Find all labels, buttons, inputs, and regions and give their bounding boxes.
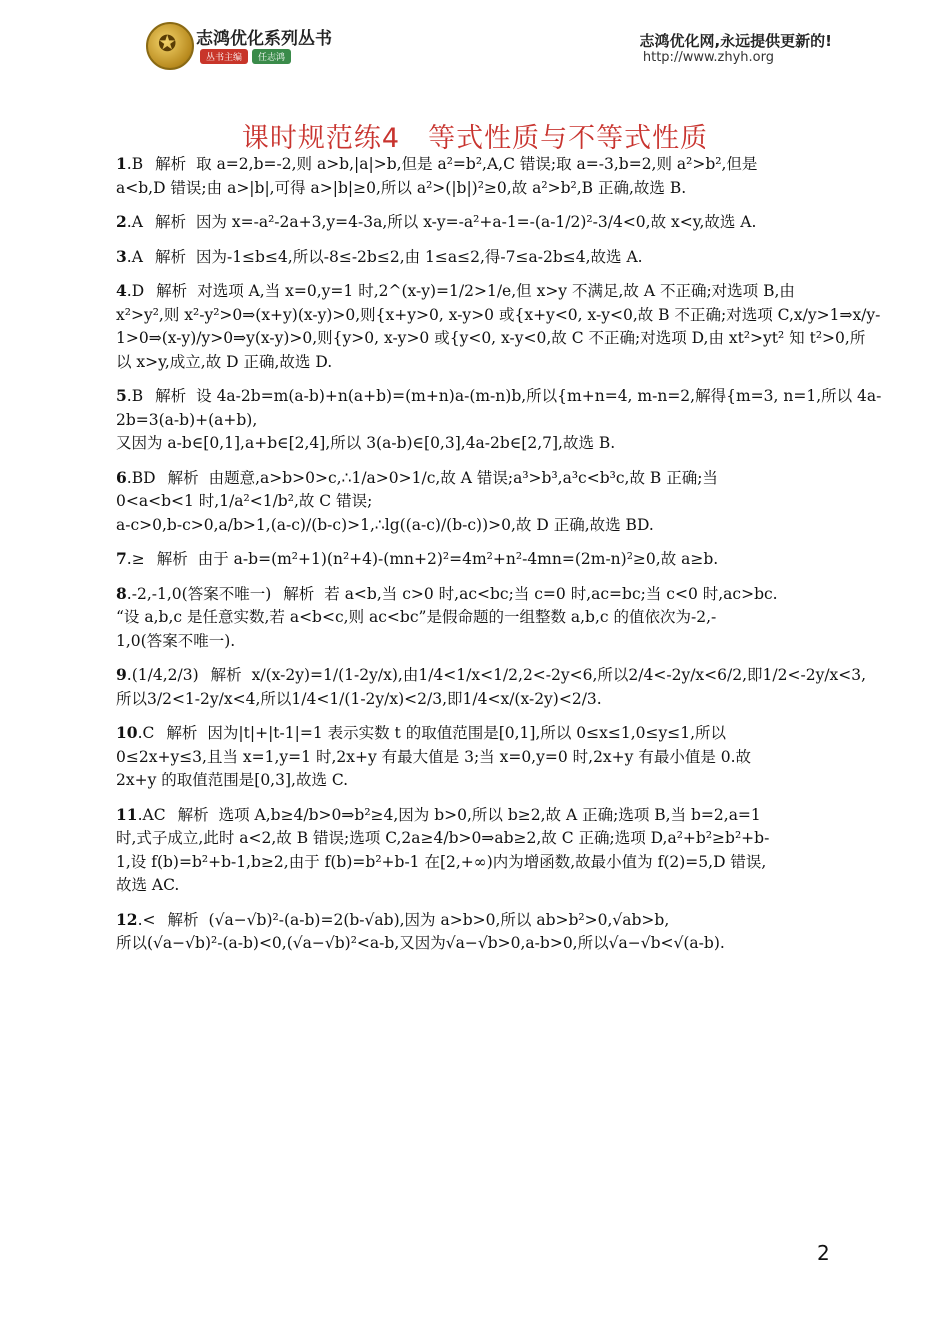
analysis-text: 以 x>y,成立,故 D 正确,故选 D. [116,352,333,371]
answer-line [116,279,836,304]
analysis-text: 1>0⇒(x-y)/y>0⇒y(x-y)>0,则{y>0, x-y>0 或{y<0, x-y<0,故 C 不正确;对选项 D,由 xt²>yt² 知 t²>0,所 [116,329,866,347]
number-dot: . [137,910,143,929]
analysis-text: a<b,D 错误;由 a>|b|,可得 a>|b|≥0,所以 a²>(|b|)²≥0,故 a²>b²,B 正确,故选 B. [116,178,687,197]
answer-line [116,851,836,875]
number-dot: . [126,666,132,684]
page-header [0,0,950,80]
number-dot: . [126,213,132,231]
question-number: 4 [116,281,127,300]
answer-line [116,210,836,235]
answer-line [116,874,836,898]
analysis-text: 又因为 a-b∈[0,1],a+b∈[2,4],所以 3(a-b)∈[0,3],4a-2b∈[2,7],故选 B. [116,434,616,452]
answer-line [116,547,836,572]
answer-line [116,304,881,328]
analysis-label: 解析 [155,387,187,405]
answer-choice: A [131,213,143,231]
answer-line [116,409,836,433]
answer-choice: B [131,387,144,405]
analysis-text: 故选 AC. [116,876,180,894]
analysis-text: 由题意,a>b>0>c,∴1/a>0>1/c,故 A 错误;a³>b³,a³c<b³c,故 B 正确;当 [208,468,718,487]
answer-line [116,630,836,654]
analysis-text: 2x+y 的取值范围是[0,3],故选 C. [116,771,349,789]
number-dot: . [137,805,143,824]
question-number: 8 [116,583,127,603]
question-number: 12 [116,909,138,929]
answer-line [116,663,867,688]
analysis-text: 所以3/2<1-2y/x<4,所以1/4<1/(1-2y/x)<2/3,即1/4<x/(x-2y)<2/3. [116,689,602,708]
question-number: 5 [116,386,127,405]
answer-item [116,210,836,235]
answer-item [116,466,836,538]
analysis-text: x²>y²,则 x²-y²>0⇒(x+y)(x-y)>0,则{x+y>0, x-y>0 或{x+y<0, x-y<0,故 B 不正确;对选项 C,x/y>1⇒x/y- [116,305,881,324]
answer-line [116,908,836,933]
analysis-label: 解析 [155,155,187,173]
answer-item [116,547,836,572]
analysis-label: 解析 [210,666,242,684]
answer-line [116,932,836,956]
answer-line [116,177,836,201]
answer-line [116,803,836,828]
answer-line [116,466,836,491]
answer-item [116,582,836,654]
answer-choice: AC [142,805,166,824]
answer-line [116,827,836,851]
analysis-text: 对选项 A,当 x=0,y=1 时,2^(x-y)=1/2>1/e,但 x>y 不满足,故 A 不正确;对选项 B,由 [197,282,795,300]
number-dot: . [126,282,132,300]
analysis-text: 设 4a-2b=m(a-b)+n(a+b)=(m+n)a-(m-n)b,所以{m+n=4, m-n=2,解得{m=3, n=1,所以 4a- [196,387,882,405]
page-number: 2 [817,1241,830,1265]
brand-tags [200,49,291,64]
brand-title: 志鸿优化系列丛书 [196,29,332,49]
analysis-text: (√a−√b)²-(a-b)=2(b-√ab),因为 a>b>0,所以 ab>b²>0,√ab>b, [208,910,670,929]
answer-item [116,245,836,270]
analysis-text: 取 a=2,b=-2,则 a>b,|a|>b,但是 a²=b²,A,C 错误;取 a=-3,b=2,则 a²>b²,但是 [196,155,758,173]
analysis-label: 解析 [167,468,199,487]
number-dot: . [126,387,132,405]
analysis-text: 由于 a-b=(m²+1)(n²+4)-(mn+2)²=4m²+n²-4mn=(2m-n)²≥0,故 a≥b. [197,550,719,568]
brand-tag-editor: 丛书主编 [200,49,248,64]
analysis-label: 解析 [167,910,199,929]
answer-item [116,803,836,898]
answer-item [116,384,882,456]
answer-line [116,152,836,177]
analysis-text: x/(x-2y)=1/(1-2y/x),由1/4<1/x<1/2,2<-2y<6,所以2/4<-2y/x<6/2,即1/2<-2y/x<3, [251,666,867,684]
question-number: 11 [116,804,138,824]
question-number: 9 [116,665,127,684]
answer-list [116,152,882,966]
analysis-text: 选项 A,b≥4/b>0⇒b²≥4,因为 b>0,所以 b≥2,故 A 正确;选项 B,当 b=2,a=1 [218,805,761,824]
analysis-label: 解析 [156,550,188,568]
answer-choice: BD [131,468,156,487]
number-dot: . [137,724,143,742]
answer-line [116,721,836,746]
answer-item [116,663,867,711]
answer-choice: C [142,724,155,742]
site-url[interactable]: http://www.zhyh.org [642,50,774,65]
answer-choice: ≥ [131,550,145,568]
question-number: 6 [116,467,127,487]
answer-item [116,908,836,956]
analysis-text: 因为|t|+|t-1|=1 表示实数 t 的取值范围是[0,1],所以 0≤x≤1,0≤y≤1,所以 [207,724,727,742]
answer-choice: B [131,155,144,173]
analysis-label: 解析 [154,247,186,266]
number-dot: . [126,468,132,487]
answer-choice: D [131,282,145,300]
answer-line [116,432,836,456]
analysis-text: 2b=3(a-b)+(a+b), [116,410,258,429]
analysis-text: 因为 x=-a²-2a+3,y=4-3a,所以 x-y=-a²+a-1=-(a-1/2)²-3/4<0,故 x<y,故选 A. [195,213,757,231]
analysis-label: 解析 [166,724,198,742]
analysis-text: 1,设 f(b)=b²+b-1,b≥2,由于 f(b)=b²+b-1 在[2,+∞)内为增函数,故最小值为 f(2)=5,D 错误, [116,852,767,871]
answer-line [116,688,836,712]
question-number: 1 [116,154,127,173]
answer-line [116,582,836,607]
answer-line [116,245,836,270]
analysis-text: 0<a<b<1 时,1/a²<1/b²,故 C 错误; [116,492,373,510]
analysis-text: “设 a,b,c 是任意实数,若 a<b<c,则 ac<bc”是假命题的一组整数 a,b,c 的值依次为-2,- [116,608,717,626]
answer-line [116,384,882,409]
analysis-label: 解析 [156,282,188,300]
answer-line [116,514,836,538]
answer-choice: -2,-1,0(答案不唯一) [131,584,272,603]
answer-item [116,721,836,793]
analysis-text: 若 a<b,当 c>0 时,ac<bc;当 c=0 时,ac=bc;当 c<0 时,ac>bc. [324,584,778,603]
analysis-text: 因为-1≤b≤4,所以-8≤-2b≤2,由 1≤a≤2,得-7≤a-2b≤4,故选 A. [195,247,643,266]
number-dot: . [126,584,132,603]
number-dot: . [126,247,132,266]
question-number: 2 [116,212,127,231]
site-slogan: 志鸿优化网,永远提供更新的! [639,32,832,50]
laurel-seal-icon: ✪ [146,22,194,70]
analysis-text: a-c>0,b-c>0,a/b>1,(a-c)/(b-c)>1,∴lg((a-c)/(b-c))>0,故 D 正确,故选 BD. [116,515,654,534]
answer-line [116,606,836,630]
answer-choice: A [131,247,143,266]
question-number: 7 [116,549,127,568]
analysis-text: 时,式子成立,此时 a<2,故 B 错误;选项 C,2a≥4/b>0⇒ab≥2,故 C 正确;选项 D,a²+b²≥b²+b- [116,829,770,847]
analysis-label: 解析 [177,805,209,824]
analysis-text: 0≤2x+y≤3,且当 x=1,y=1 时,2x+y 有最大值是 3;当 x=0,y=0 时,2x+y 有最小值是 0.故 [116,747,752,766]
answer-choice: < [142,910,156,929]
answer-line [116,351,836,375]
page-title: 课时规范练4 等式性质与不等式性质 [241,123,709,154]
answer-line [116,769,836,793]
question-number: 10 [116,723,138,742]
answer-line [116,746,836,770]
question-number: 3 [116,246,127,266]
analysis-text: 1,0(答案不唯一). [116,631,236,650]
answer-line [116,490,836,514]
answer-line [116,327,866,351]
brand-tag-name: 任志鸿 [252,49,291,64]
analysis-label: 解析 [154,213,186,231]
answer-choice: (1/4,2/3) [131,666,199,684]
number-dot: . [126,550,132,568]
number-dot: . [126,155,132,173]
answer-item [116,152,836,200]
analysis-label: 解析 [283,584,315,603]
analysis-text: 所以(√a−√b)²-(a-b)<0,(√a−√b)²<a-b,又因为√a−√b>0,a-b>0,所以√a−√b<√(a-b). [116,934,725,952]
answer-item [116,279,881,374]
